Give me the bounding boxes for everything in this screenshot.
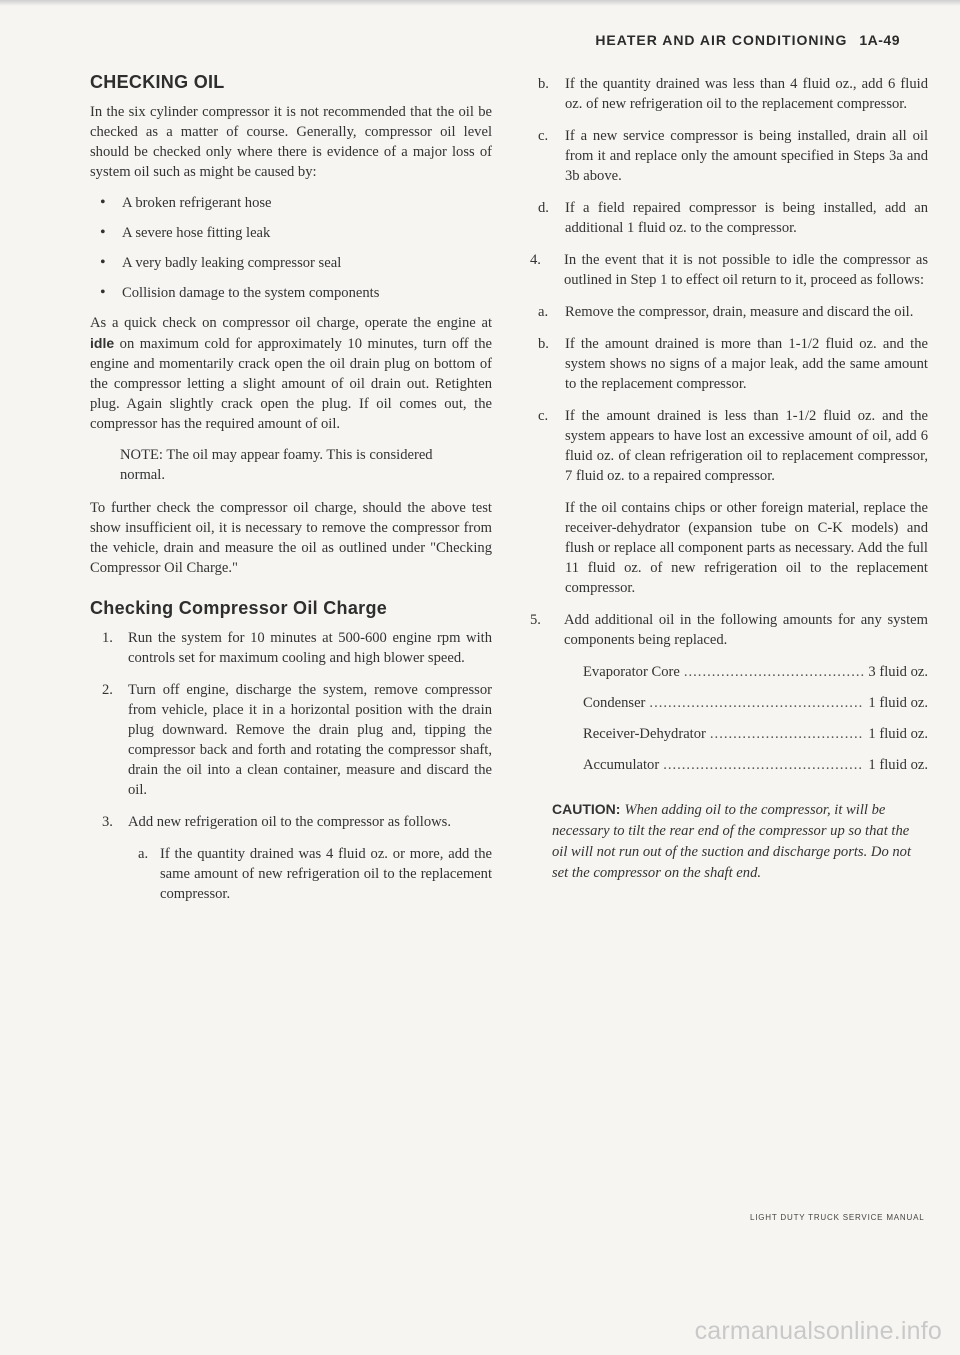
further-check-paragraph: To further check the compressor oil charge, should the above test show insufficient oil, it is necessary to remove the compressor from the vehicle, drain and measure the oil as outlined under "Checking Compressor Oil Charge.": [90, 500, 492, 576]
step-text: Add additional oil in the following amounts for any system components being replaced.: [564, 612, 928, 648]
substep-item: [530, 198, 928, 238]
substep-letter: c.: [538, 128, 549, 144]
list-item: • Collision damage to the system components: [90, 283, 492, 303]
top-edge-line: [0, 0, 960, 6]
page-number: 1A-49: [859, 32, 900, 48]
substep-letter: b.: [538, 336, 549, 352]
substep-letter: d.: [538, 200, 549, 216]
quick-check-text: As a quick check on compressor oil charge, operate the engine at: [90, 315, 492, 331]
substep-item: [530, 406, 928, 486]
substep-text: If a new service compressor is being installed, drain all oil from it and replace only the amount specified in Steps 3a and 3b above.: [565, 128, 928, 184]
step-number: 1.: [102, 630, 113, 646]
oil-amount: 1 fluid oz.: [868, 726, 928, 742]
list-item: • A severe hose fitting leak: [90, 223, 492, 243]
substep-item: [128, 844, 492, 904]
note: NOTE: The oil may appear foamy. This is considered normal.: [120, 447, 433, 483]
quick-check-paragraph: [90, 313, 492, 434]
amount-row: [583, 755, 928, 775]
substep-text: If a field repaired compressor is being installed, add an additional 1 fluid oz. to the compressor.: [565, 200, 928, 236]
running-header: [535, 32, 900, 48]
idle-keyword: idle: [90, 335, 115, 351]
substep-text: Remove the compressor, drain, measure and discard the oil.: [565, 304, 914, 320]
substep-container: [90, 844, 492, 904]
step-item: [530, 610, 928, 650]
step-item: [90, 680, 492, 800]
step-number: 4.: [530, 252, 541, 268]
step-number: 3.: [102, 814, 113, 830]
substep-item: [530, 74, 928, 114]
component-name: Receiver-Dehydrator: [583, 726, 706, 742]
amount-row: [583, 662, 928, 682]
substep-letter: c.: [538, 408, 549, 424]
leader-dots: [663, 755, 864, 775]
step-text: In the event that it is not possible to idle the compressor as outlined in Step 1 to effect oil return to it, proceed as follows:: [564, 252, 928, 288]
step-text: Run the system for 10 minutes at 500-600 engine rpm with controls set for maximum cooling and high blower speed.: [128, 630, 492, 666]
subsection-heading: Checking Compressor Oil Charge: [90, 598, 388, 618]
list-item: • A broken refrigerant hose: [90, 193, 492, 213]
section-heading: CHECKING OIL: [90, 72, 225, 92]
amount-row: [583, 693, 928, 713]
substep-item: [530, 334, 928, 394]
caution-label: CAUTION:: [552, 801, 621, 817]
step-number: 2.: [102, 682, 113, 698]
step-number: 5.: [530, 612, 541, 628]
leader-dots: [649, 693, 864, 713]
substep-text: If the quantity drained was 4 fluid oz. or more, add the same amount of new refrigeration oil to the replacement compressor.: [160, 846, 492, 902]
foreign-material-paragraph: If the oil contains chips or other foreign material, replace the receiver-dehydrator (expansion tube on C-K models) and flush or replace all component parts as necessary. Add the full 11 fluid oz. of new refrigeration oil to the replacement compressor.: [565, 500, 928, 596]
amount-row: [583, 724, 928, 744]
component-name: Accumulator: [583, 757, 660, 773]
header-section-title: HEATER AND AIR CONDITIONING: [595, 32, 848, 48]
cause-list: [90, 193, 492, 303]
list-item: • A very badly leaking compressor seal: [90, 253, 492, 273]
leader-dots: [710, 724, 865, 744]
substep-letter: a.: [538, 304, 549, 320]
left-column: [90, 72, 492, 916]
component-name: Evaporator Core: [583, 664, 680, 680]
oil-amount-table: [583, 662, 928, 775]
substep-letter: a.: [138, 846, 149, 862]
step-item: [530, 250, 928, 290]
oil-amount: 1 fluid oz.: [868, 757, 928, 773]
quick-check-text-cont: on maximum cold for approximately 10 minutes, turn off the engine and momentarily crack open the oil drain plug on bottom of the compressor letting a slight amount of oil drain out. Retighten plug. Again slightly crack open the plug. If oil comes out, the compressor has the required amount of oil.: [90, 336, 492, 432]
step-item: [90, 812, 492, 832]
caution-text: When adding oil to the compressor, it will be necessary to tilt the rear end of the compressor up so that the oil will not run out of the suction and discharge ports. Do not set the compressor on the shaft end.: [552, 802, 912, 881]
step-item: [90, 628, 492, 668]
substep-item: [530, 126, 928, 186]
substep-text: If the amount drained is less than 1-1/2 fluid oz. and the system appears to have lost an excessive amount of oil, add 6 fluid oz. of clean refrigeration oil to replacement compressor, 7 fluid oz. to a repaired compressor.: [565, 408, 928, 484]
caution-block: [552, 799, 922, 884]
watermark[interactable]: carmanualsonline.info: [694, 1317, 942, 1345]
substep-text: If the quantity drained was less than 4 fluid oz., add 6 fluid oz. of new refrigeration oil to the replacement compressor.: [565, 76, 928, 112]
substep-item: [530, 302, 928, 322]
leader-dots: [684, 662, 865, 682]
step-text: Turn off engine, discharge the system, remove compressor from vehicle, place it in a horizontal position with the drain plug downward. Remove the drain plug and, tipping the compressor back and forth and rotating the compressor shaft, drain the oil into a clean container, measure and discard the oil.: [128, 682, 492, 798]
component-name: Condenser: [583, 695, 646, 711]
substep-text: If the amount drained is more than 1-1/2 fluid oz. and the system shows no signs of a major leak, add the same amount to the replacement compressor.: [565, 336, 928, 392]
right-column: [530, 74, 928, 884]
oil-amount: 3 fluid oz.: [868, 664, 928, 680]
footer-manual-title: LIGHT DUTY TRUCK SERVICE MANUAL: [750, 1213, 925, 1222]
substep-letter: b.: [538, 76, 549, 92]
oil-amount: 1 fluid oz.: [868, 695, 928, 711]
intro-paragraph: In the six cylinder compressor it is not recommended that the oil be checked as a matter of course. Generally, compressor oil level should be checked only where there is evidence of a major loss of system oil such as might be caused by:: [90, 104, 492, 180]
step-text: Add new refrigeration oil to the compressor as follows.: [128, 814, 452, 830]
